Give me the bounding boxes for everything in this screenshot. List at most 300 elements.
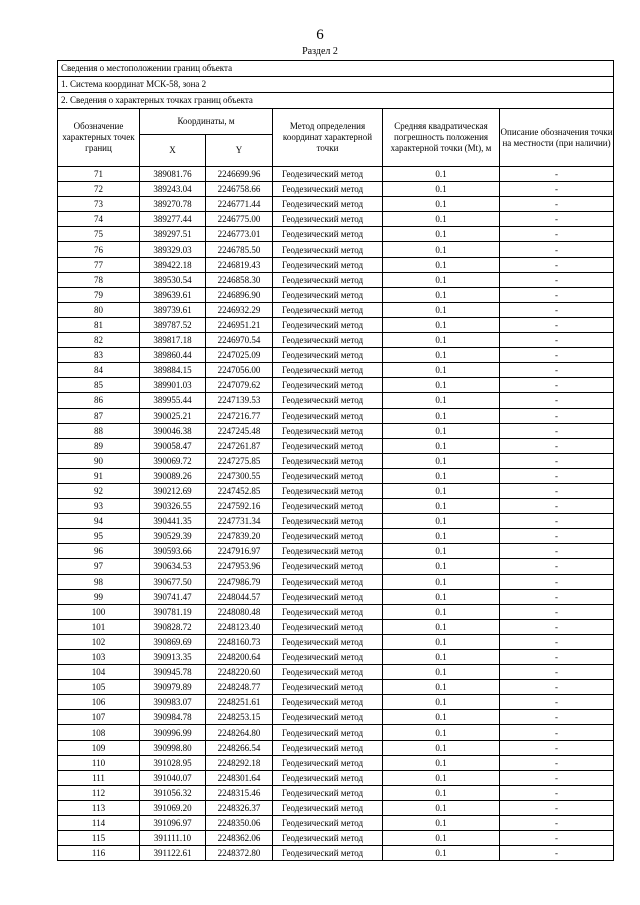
header-coordinates: Координаты, м	[140, 109, 273, 135]
accuracy: 0.1	[383, 800, 500, 815]
accuracy: 0.1	[383, 785, 500, 800]
accuracy: 0.1	[383, 755, 500, 770]
description: -	[500, 619, 614, 634]
description: -	[500, 604, 614, 619]
description: -	[500, 408, 614, 423]
accuracy: 0.1	[383, 634, 500, 649]
coord-y: 2248266.54	[206, 740, 273, 755]
table-row	[58, 770, 614, 785]
table-row	[58, 559, 614, 574]
coord-x: 390441.35	[140, 514, 206, 529]
coord-y: 2246785.50	[206, 242, 273, 257]
coord-x: 389817.18	[140, 333, 206, 348]
table-row	[58, 755, 614, 770]
table-row	[58, 257, 614, 272]
description: -	[500, 468, 614, 483]
accuracy: 0.1	[383, 212, 500, 227]
method: Геодезический метод	[273, 483, 383, 498]
coord-y: 2246970.54	[206, 333, 273, 348]
point-number: 108	[58, 725, 140, 740]
method: Геодезический метод	[273, 800, 383, 815]
description: -	[500, 800, 614, 815]
header-accuracy: Средняя квадратическая погрешность положения характерной точки (Mt), м	[383, 109, 500, 167]
coord-y: 2247986.79	[206, 574, 273, 589]
accuracy: 0.1	[383, 665, 500, 680]
point-number: 88	[58, 423, 140, 438]
accuracy: 0.1	[383, 680, 500, 695]
table-row	[58, 423, 614, 438]
coord-x: 390212.69	[140, 483, 206, 498]
coord-x: 390326.55	[140, 499, 206, 514]
accuracy: 0.1	[383, 831, 500, 846]
coord-y: 2246773.01	[206, 227, 273, 242]
method: Геодезический метод	[273, 182, 383, 197]
point-number: 73	[58, 197, 140, 212]
coord-x: 389270.78	[140, 197, 206, 212]
table-row	[58, 710, 614, 725]
coord-y: 2248292.18	[206, 755, 273, 770]
coord-y: 2247916.97	[206, 544, 273, 559]
table-row	[58, 846, 614, 861]
table-row	[58, 227, 614, 242]
method: Геодезический метод	[273, 468, 383, 483]
method: Геодезический метод	[273, 544, 383, 559]
coord-x: 390025.21	[140, 408, 206, 423]
table-row	[58, 695, 614, 710]
coord-x: 391096.97	[140, 816, 206, 831]
description: -	[500, 710, 614, 725]
coord-x: 389297.51	[140, 227, 206, 242]
table-row	[58, 242, 614, 257]
accuracy: 0.1	[383, 453, 500, 468]
description: -	[500, 272, 614, 287]
accuracy: 0.1	[383, 348, 500, 363]
accuracy: 0.1	[383, 363, 500, 378]
coord-y: 2248315.46	[206, 785, 273, 800]
coord-x: 390984.78	[140, 710, 206, 725]
point-number: 96	[58, 544, 140, 559]
accuracy: 0.1	[383, 333, 500, 348]
description: -	[500, 831, 614, 846]
coord-x: 390869.69	[140, 634, 206, 649]
coord-y: 2246819.43	[206, 257, 273, 272]
coord-y: 2248220.60	[206, 665, 273, 680]
table-row	[58, 393, 614, 408]
method: Геодезический метод	[273, 574, 383, 589]
accuracy: 0.1	[383, 725, 500, 740]
coord-x: 389787.52	[140, 317, 206, 332]
method: Геодезический метод	[273, 665, 383, 680]
method: Геодезический метод	[273, 785, 383, 800]
description: -	[500, 423, 614, 438]
description: -	[500, 650, 614, 665]
point-number: 85	[58, 378, 140, 393]
method: Геодезический метод	[273, 529, 383, 544]
coord-y: 2247300.55	[206, 468, 273, 483]
coord-x: 389955.44	[140, 393, 206, 408]
coord-x: 390058.47	[140, 438, 206, 453]
boundary-points-table	[57, 60, 614, 861]
method: Геодезический метод	[273, 167, 383, 182]
method: Геодезический метод	[273, 363, 383, 378]
coord-x: 390634.53	[140, 559, 206, 574]
description: -	[500, 333, 614, 348]
point-number: 72	[58, 182, 140, 197]
accuracy: 0.1	[383, 167, 500, 182]
description: -	[500, 770, 614, 785]
method: Геодезический метод	[273, 604, 383, 619]
coord-x: 390979.89	[140, 680, 206, 695]
point-number: 95	[58, 529, 140, 544]
description: -	[500, 559, 614, 574]
accuracy: 0.1	[383, 529, 500, 544]
coord-y: 2248372.80	[206, 846, 273, 861]
table-row	[58, 348, 614, 363]
method: Геодезический метод	[273, 197, 383, 212]
description: -	[500, 529, 614, 544]
accuracy: 0.1	[383, 619, 500, 634]
method: Геодезический метод	[273, 393, 383, 408]
coord-y: 2247056.00	[206, 363, 273, 378]
method: Геодезический метод	[273, 272, 383, 287]
coord-x: 390945.78	[140, 665, 206, 680]
description: -	[500, 393, 614, 408]
accuracy: 0.1	[383, 483, 500, 498]
coord-y: 2247139.53	[206, 393, 273, 408]
coord-x: 390983.07	[140, 695, 206, 710]
table-row	[58, 831, 614, 846]
accuracy: 0.1	[383, 740, 500, 755]
method: Геодезический метод	[273, 831, 383, 846]
table-row	[58, 800, 614, 815]
accuracy: 0.1	[383, 604, 500, 619]
description: -	[500, 227, 614, 242]
description: -	[500, 242, 614, 257]
coord-y: 2246858.30	[206, 272, 273, 287]
accuracy: 0.1	[383, 770, 500, 785]
coord-y: 2248326.37	[206, 800, 273, 815]
description: -	[500, 695, 614, 710]
method: Геодезический метод	[273, 242, 383, 257]
point-number: 84	[58, 363, 140, 378]
table-row	[58, 408, 614, 423]
description: -	[500, 846, 614, 861]
method: Геодезический метод	[273, 680, 383, 695]
method: Геодезический метод	[273, 317, 383, 332]
header-description: Описание обозначения точки на местности (при наличии)	[500, 109, 614, 167]
coord-x: 389243.04	[140, 182, 206, 197]
method: Геодезический метод	[273, 634, 383, 649]
description: -	[500, 740, 614, 755]
accuracy: 0.1	[383, 257, 500, 272]
table-row	[58, 589, 614, 604]
point-number: 79	[58, 287, 140, 302]
coord-x: 390913.35	[140, 650, 206, 665]
coord-y: 2247245.48	[206, 423, 273, 438]
point-number: 100	[58, 604, 140, 619]
description: -	[500, 453, 614, 468]
coord-y: 2246951.21	[206, 317, 273, 332]
table-row	[58, 453, 614, 468]
method: Геодезический метод	[273, 348, 383, 363]
table-row	[58, 182, 614, 197]
description: -	[500, 317, 614, 332]
accuracy: 0.1	[383, 408, 500, 423]
coord-y: 2247216.77	[206, 408, 273, 423]
coord-x: 390741.47	[140, 589, 206, 604]
method: Геодезический метод	[273, 227, 383, 242]
accuracy: 0.1	[383, 393, 500, 408]
coord-y: 2246932.29	[206, 302, 273, 317]
method: Геодезический метод	[273, 212, 383, 227]
table-row	[58, 634, 614, 649]
point-number: 103	[58, 650, 140, 665]
coord-x: 390089.26	[140, 468, 206, 483]
method: Геодезический метод	[273, 710, 383, 725]
description: -	[500, 197, 614, 212]
point-number: 97	[58, 559, 140, 574]
table-row	[58, 725, 614, 740]
table-row	[58, 740, 614, 755]
accuracy: 0.1	[383, 499, 500, 514]
coord-y: 2248301.64	[206, 770, 273, 785]
description: -	[500, 483, 614, 498]
object-title: Сведения о местоположении границ объекта	[58, 61, 614, 77]
table-row	[58, 212, 614, 227]
point-number: 80	[58, 302, 140, 317]
point-number: 82	[58, 333, 140, 348]
table-row	[58, 619, 614, 634]
point-number: 89	[58, 438, 140, 453]
point-number: 101	[58, 619, 140, 634]
description: -	[500, 665, 614, 680]
coord-y: 2248080.48	[206, 604, 273, 619]
method: Геодезический метод	[273, 423, 383, 438]
accuracy: 0.1	[383, 438, 500, 453]
point-number: 114	[58, 816, 140, 831]
accuracy: 0.1	[383, 589, 500, 604]
header-x: X	[140, 135, 206, 167]
coord-y: 2248350.06	[206, 816, 273, 831]
accuracy: 0.1	[383, 846, 500, 861]
coord-x: 389639.61	[140, 287, 206, 302]
accuracy: 0.1	[383, 423, 500, 438]
point-number: 111	[58, 770, 140, 785]
description: -	[500, 363, 614, 378]
coord-y: 2247452.85	[206, 483, 273, 498]
accuracy: 0.1	[383, 302, 500, 317]
accuracy: 0.1	[383, 378, 500, 393]
description: -	[500, 499, 614, 514]
coord-x: 389860.44	[140, 348, 206, 363]
method: Геодезический метод	[273, 589, 383, 604]
coord-x: 389422.18	[140, 257, 206, 272]
point-number: 110	[58, 755, 140, 770]
table-row	[58, 378, 614, 393]
coord-y: 2247275.85	[206, 453, 273, 468]
coord-x: 389901.03	[140, 378, 206, 393]
table-row	[58, 499, 614, 514]
accuracy: 0.1	[383, 650, 500, 665]
coord-y: 2247261.87	[206, 438, 273, 453]
coord-x: 390998.80	[140, 740, 206, 755]
method: Геодезический метод	[273, 650, 383, 665]
table-row	[58, 604, 614, 619]
coord-y: 2246896.90	[206, 287, 273, 302]
method: Геодезический метод	[273, 408, 383, 423]
coord-x: 391069.20	[140, 800, 206, 815]
accuracy: 0.1	[383, 544, 500, 559]
point-number: 112	[58, 785, 140, 800]
point-number: 74	[58, 212, 140, 227]
method: Геодезический метод	[273, 695, 383, 710]
coord-y: 2246758.66	[206, 182, 273, 197]
point-number: 93	[58, 499, 140, 514]
description: -	[500, 589, 614, 604]
coord-y: 2248362.06	[206, 831, 273, 846]
section-title: Раздел 2	[302, 46, 338, 57]
coord-x: 390593.66	[140, 544, 206, 559]
method: Геодезический метод	[273, 438, 383, 453]
accuracy: 0.1	[383, 287, 500, 302]
method: Геодезический метод	[273, 453, 383, 468]
coord-x: 389530.54	[140, 272, 206, 287]
description: -	[500, 167, 614, 182]
method: Геодезический метод	[273, 619, 383, 634]
table-row	[58, 816, 614, 831]
method: Геодезический метод	[273, 846, 383, 861]
coord-x: 389739.61	[140, 302, 206, 317]
header-y: Y	[206, 135, 273, 167]
coord-x: 391111.10	[140, 831, 206, 846]
table-row	[58, 514, 614, 529]
description: -	[500, 816, 614, 831]
point-number: 99	[58, 589, 140, 604]
table-row	[58, 167, 614, 182]
point-number: 75	[58, 227, 140, 242]
coord-x: 391028.95	[140, 755, 206, 770]
point-number: 87	[58, 408, 140, 423]
table-row	[58, 785, 614, 800]
table-row	[58, 574, 614, 589]
coord-x: 389884.15	[140, 363, 206, 378]
coord-y: 2247731.34	[206, 514, 273, 529]
coord-y: 2246771.44	[206, 197, 273, 212]
points-heading: 2. Сведения о характерных точках границ объекта	[58, 93, 614, 109]
accuracy: 0.1	[383, 695, 500, 710]
coord-x: 390781.19	[140, 604, 206, 619]
description: -	[500, 378, 614, 393]
method: Геодезический метод	[273, 755, 383, 770]
accuracy: 0.1	[383, 272, 500, 287]
table-row	[58, 680, 614, 695]
coord-y: 2248200.64	[206, 650, 273, 665]
description: -	[500, 725, 614, 740]
coord-y: 2246699.96	[206, 167, 273, 182]
point-number: 107	[58, 710, 140, 725]
method: Геодезический метод	[273, 333, 383, 348]
point-number: 102	[58, 634, 140, 649]
point-number: 98	[58, 574, 140, 589]
table-row	[58, 438, 614, 453]
point-number: 86	[58, 393, 140, 408]
table-row	[58, 529, 614, 544]
coord-x: 390046.38	[140, 423, 206, 438]
method: Геодезический метод	[273, 740, 383, 755]
coord-y: 2248264.80	[206, 725, 273, 740]
point-number: 81	[58, 317, 140, 332]
description: -	[500, 302, 614, 317]
method: Геодезический метод	[273, 514, 383, 529]
coord-x: 391040.07	[140, 770, 206, 785]
point-number: 105	[58, 680, 140, 695]
method: Геодезический метод	[273, 287, 383, 302]
description: -	[500, 634, 614, 649]
point-number: 76	[58, 242, 140, 257]
coord-y: 2247025.09	[206, 348, 273, 363]
table-row	[58, 317, 614, 332]
method: Геодезический метод	[273, 559, 383, 574]
method: Геодезический метод	[273, 499, 383, 514]
coord-y: 2248044.57	[206, 589, 273, 604]
method: Геодезический метод	[273, 302, 383, 317]
point-number: 91	[58, 468, 140, 483]
method: Геодезический метод	[273, 816, 383, 831]
table-row	[58, 272, 614, 287]
coord-y: 2248123.40	[206, 619, 273, 634]
header-method: Метод определения координат характерной точки	[273, 109, 383, 167]
page-number: 6	[316, 27, 324, 43]
table-row	[58, 544, 614, 559]
accuracy: 0.1	[383, 816, 500, 831]
point-number: 92	[58, 483, 140, 498]
coord-y: 2247839.20	[206, 529, 273, 544]
accuracy: 0.1	[383, 468, 500, 483]
header-designation: Обозначение характерных точек границ	[58, 109, 140, 167]
description: -	[500, 680, 614, 695]
coord-x: 390529.39	[140, 529, 206, 544]
point-rows	[58, 167, 614, 861]
method: Геодезический метод	[273, 257, 383, 272]
point-number: 78	[58, 272, 140, 287]
table-row	[58, 302, 614, 317]
table-row	[58, 468, 614, 483]
table-row	[58, 287, 614, 302]
description: -	[500, 348, 614, 363]
accuracy: 0.1	[383, 710, 500, 725]
table-row	[58, 363, 614, 378]
accuracy: 0.1	[383, 514, 500, 529]
table-row	[58, 483, 614, 498]
coord-y: 2248253.15	[206, 710, 273, 725]
coord-y: 2247592.16	[206, 499, 273, 514]
coord-x: 389277.44	[140, 212, 206, 227]
point-number: 116	[58, 846, 140, 861]
coord-x: 389329.03	[140, 242, 206, 257]
table-row	[58, 333, 614, 348]
coord-x: 389081.76	[140, 167, 206, 182]
coord-y: 2248251.61	[206, 695, 273, 710]
coord-x: 391122.61	[140, 846, 206, 861]
point-number: 106	[58, 695, 140, 710]
coord-y: 2248248.77	[206, 680, 273, 695]
accuracy: 0.1	[383, 559, 500, 574]
point-number: 109	[58, 740, 140, 755]
description: -	[500, 785, 614, 800]
description: -	[500, 574, 614, 589]
coord-x: 391056.32	[140, 785, 206, 800]
accuracy: 0.1	[383, 242, 500, 257]
